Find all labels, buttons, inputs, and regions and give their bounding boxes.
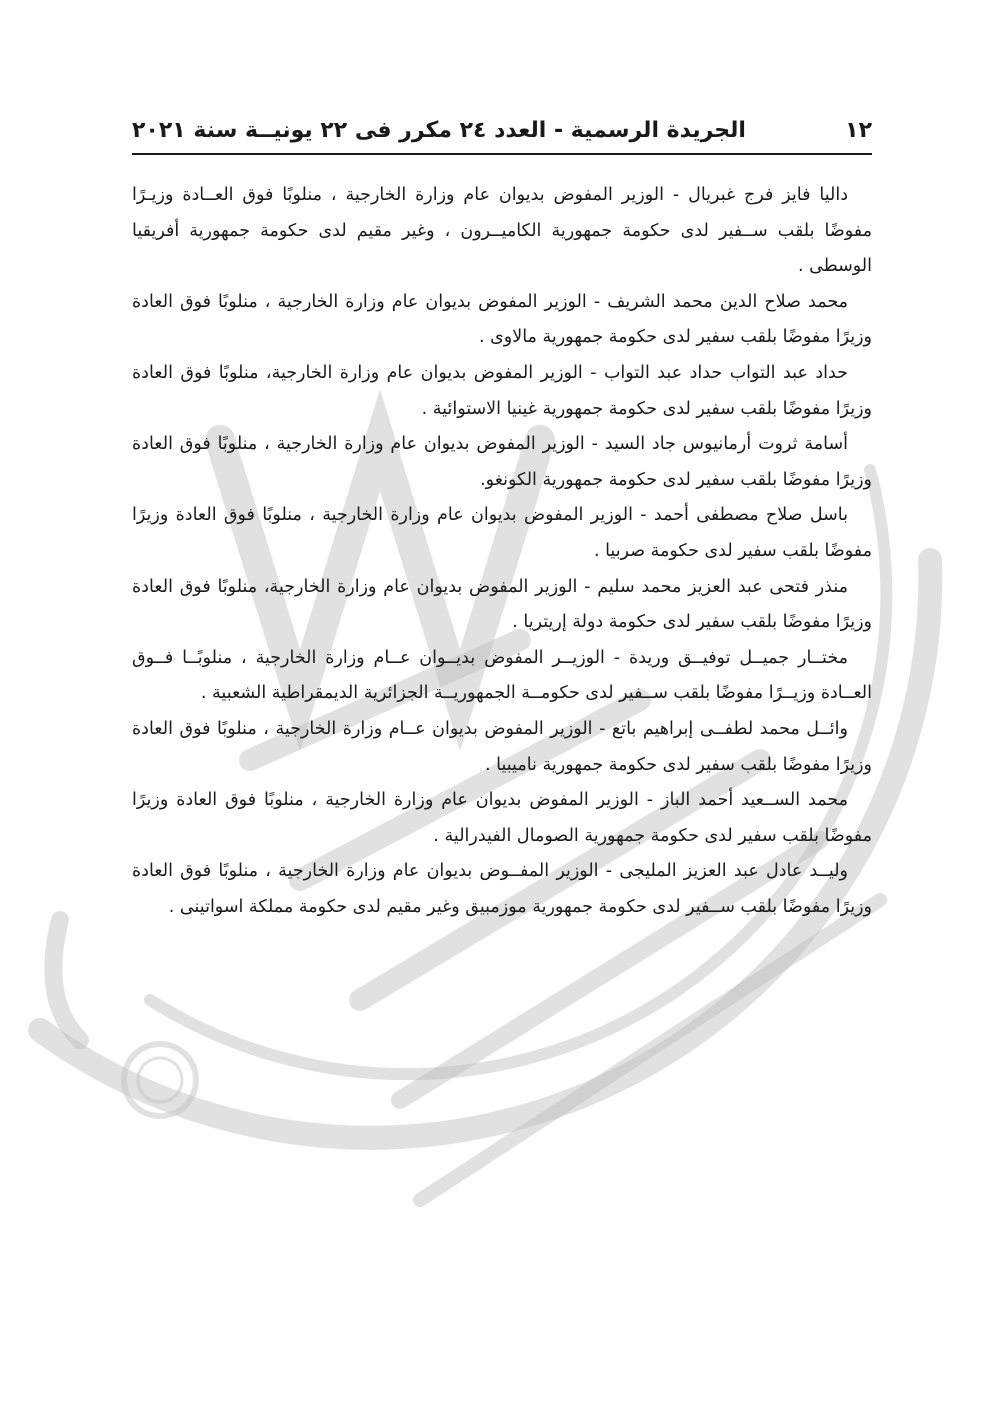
appointment-paragraph: داليا فايز فرج غبريال - الوزير المفوض بديوان عام وزارة الخارجية ، منلوبًا فوق العــادة وزيـرًا مفوضًا بلقب ســفير لدى حكومة جمهورية الكاميــرون ، وغير مقيم لدى حكومة جمهورية أفريقيا الوسطى .	[132, 185, 872, 277]
appointment-paragraph: حداد عبد التواب حداد عبد التواب - الوزير المفوض بديوان عام وزارة الخارجية، منلوبًا فوق العادة وزيرًا مفوضًا بلقب سفير لدى حكومة جمهورية غينيا الاستوائية .	[132, 362, 872, 419]
appointment-paragraph: أسامة ثروت أرمانيوس جاد السيد - الوزير المفوض بديوان عام وزارة الخارجية ، منلوبًا فوق العادة وزيرًا مفوضًا بلقب سفير لدى حكومة جمهورية الكونغو.	[132, 434, 872, 490]
appointment-paragraph: باسل صلاح مصطفى أحمد - الوزير المفوض بديوان عام وزارة الخارجية ، منلوبًا فوق العادة وزيرًا مفوضًا بلقب سفير لدى حكومة صربيا .	[132, 505, 872, 561]
appointment-paragraph: وائــل محمد لطفــى إبراهيم باتع - الوزير المفوض بديوان عــام وزارة الخارجية ، منلوبًا فوق العادة وزيرًا مفوضًا بلقب سفير لدى حكومة جمهورية ناميبيا .	[132, 718, 872, 775]
header-divider	[132, 153, 872, 155]
appointment-paragraph: مختــار جميــل توفيــق وريدة - الوزيــر المفوض بديــوان عــام وزارة الخارجية ، منلوبًــا فــوق العــادة وزيــرًا مفوضًا بلقب ســفير لدى حكومــة الجمهوريــة الجزائرية الديمقراطية الشعبية .	[132, 647, 872, 704]
publication-line: الجريدة الرسمية - العدد ٢٤ مكرر فى ٢٢ يونيــة سنة ٢٠٢١	[132, 117, 746, 143]
appointment-paragraph: وليــد عادل عبد العزيز المليجى - الوزير المفــوض بديوان عام وزارة الخارجية ، منلوبًا فوق العادة وزيرًا مفوضًا بلقب ســفير لدى حكومة جمهورية موزمبيق وغير مقيم لدى حكومة مملكة اسواتينى .	[132, 861, 872, 917]
appointment-paragraph: محمد صلاح الدين محمد الشريف - الوزير المفوض بديوان عام وزارة الخارجية ، منلوبًا فوق العادة وزيرًا مفوضًا بلقب سفير لدى حكومة جمهورية مالاوى .	[132, 291, 872, 348]
page-number: ١٢	[845, 117, 872, 143]
appointment-paragraph: محمد الســعيد أحمد الباز - الوزير المفوض بديوان عام وزارة الخارجية ، منلوبًا فوق العادة وزيرًا مفوضًا بلقب سفير لدى حكومة جمهورية الصومال الفيدرالية .	[132, 790, 872, 846]
appointment-paragraph: منذر فتحى عبد العزيز محمد سليم - الوزير المفوض بديوان عام وزارة الخارجية، منلوبًا فوق العادة وزيرًا مفوضًا بلقب سفير لدى حكومة دولة إريتريا .	[132, 576, 872, 633]
page-header	[132, 110, 872, 150]
decree-body	[132, 178, 872, 925]
